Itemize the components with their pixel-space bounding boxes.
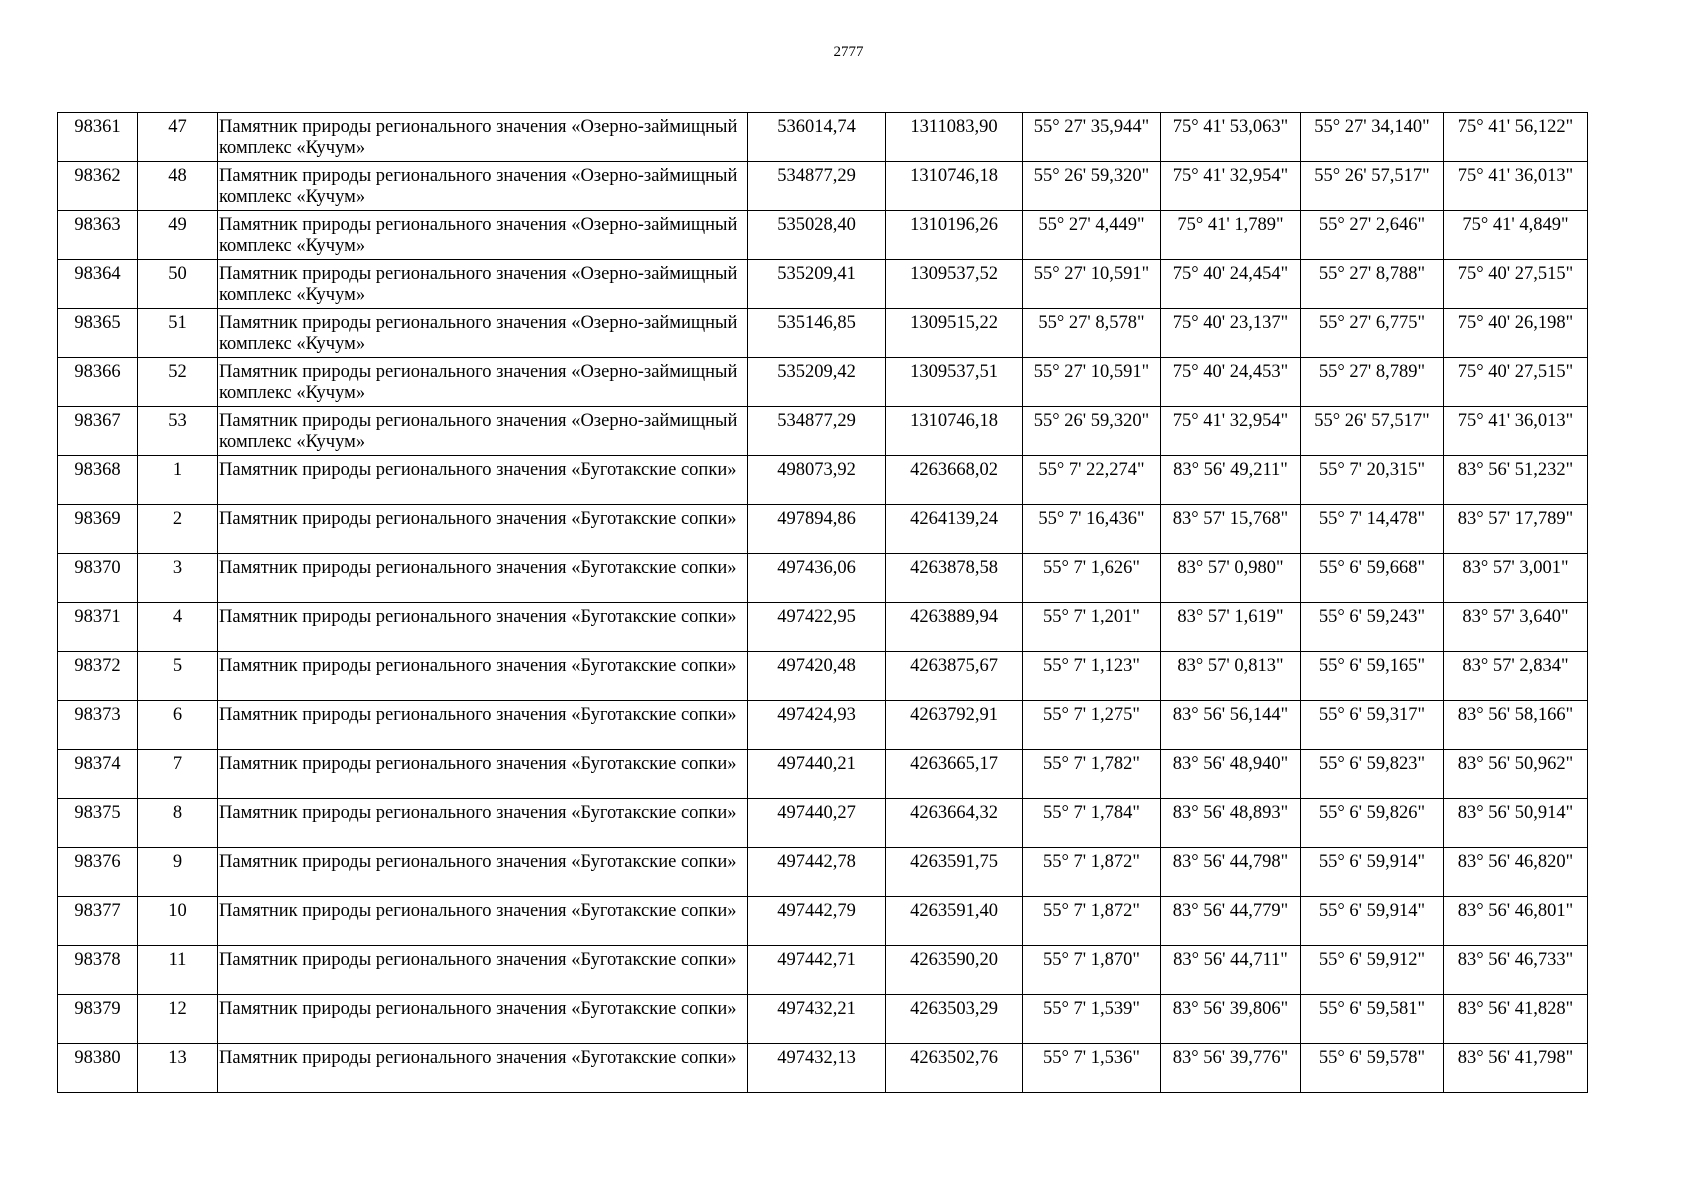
- latitude-alt-cell: 55° 6' 59,826": [1301, 799, 1444, 848]
- longitude-alt-cell: 83° 57' 17,789": [1444, 505, 1588, 554]
- page-number: 2777: [833, 44, 864, 60]
- x-coordinate-cell: 534877,29: [748, 407, 886, 456]
- latitude-cell: 55° 7' 1,626": [1023, 554, 1161, 603]
- longitude-cell: 75° 41' 1,789": [1161, 211, 1301, 260]
- latitude-alt-cell: 55° 6' 59,914": [1301, 897, 1444, 946]
- table-row: [58, 407, 1588, 456]
- table-row: [58, 309, 1588, 358]
- longitude-alt-cell: 83° 56' 46,733": [1444, 946, 1588, 995]
- latitude-cell: 55° 7' 1,872": [1023, 848, 1161, 897]
- point-number-cell: 1: [138, 456, 218, 505]
- latitude-cell: 55° 27' 4,449": [1023, 211, 1161, 260]
- longitude-cell: 75° 40' 24,454": [1161, 260, 1301, 309]
- x-coordinate-cell: 497442,79: [748, 897, 886, 946]
- x-coordinate-cell: 535209,42: [748, 358, 886, 407]
- longitude-alt-cell: 83° 56' 58,166": [1444, 701, 1588, 750]
- longitude-cell: 83° 57' 15,768": [1161, 505, 1301, 554]
- latitude-alt-cell: 55° 6' 59,165": [1301, 652, 1444, 701]
- y-coordinate-cell: 1310746,18: [886, 407, 1023, 456]
- x-coordinate-cell: 534877,29: [748, 162, 886, 211]
- longitude-alt-cell: 83° 56' 41,828": [1444, 995, 1588, 1044]
- longitude-cell: 83° 56' 44,798": [1161, 848, 1301, 897]
- latitude-cell: 55° 26' 59,320": [1023, 407, 1161, 456]
- latitude-alt-cell: 55° 6' 59,823": [1301, 750, 1444, 799]
- longitude-alt-cell: 75° 41' 4,849": [1444, 211, 1588, 260]
- point-number-cell: 10: [138, 897, 218, 946]
- latitude-alt-cell: 55° 27' 8,788": [1301, 260, 1444, 309]
- longitude-cell: 75° 40' 24,453": [1161, 358, 1301, 407]
- latitude-cell: 55° 7' 1,870": [1023, 946, 1161, 995]
- longitude-cell: 83° 56' 44,711": [1161, 946, 1301, 995]
- y-coordinate-cell: 4263591,40: [886, 897, 1023, 946]
- latitude-alt-cell: 55° 6' 59,668": [1301, 554, 1444, 603]
- y-coordinate-cell: 1309537,52: [886, 260, 1023, 309]
- table-row: [58, 113, 1588, 162]
- row-id-cell: 98372: [58, 652, 138, 701]
- y-coordinate-cell: 4264139,24: [886, 505, 1023, 554]
- row-id-cell: 98379: [58, 995, 138, 1044]
- row-id-cell: 98364: [58, 260, 138, 309]
- y-coordinate-cell: 1310196,26: [886, 211, 1023, 260]
- latitude-alt-cell: 55° 6' 59,581": [1301, 995, 1444, 1044]
- y-coordinate-cell: 1310746,18: [886, 162, 1023, 211]
- point-number-cell: 53: [138, 407, 218, 456]
- object-name-cell: Памятник природы регионального значения «Озерно-займищный комплекс «Кучум»: [218, 162, 748, 211]
- row-id-cell: 98362: [58, 162, 138, 211]
- table-row: [58, 1044, 1588, 1093]
- x-coordinate-cell: 535209,41: [748, 260, 886, 309]
- table-row: [58, 603, 1588, 652]
- object-name-cell: Памятник природы регионального значения «Буготакские сопки»: [218, 750, 748, 799]
- object-name-cell: Памятник природы регионального значения «Озерно-займищный комплекс «Кучум»: [218, 358, 748, 407]
- point-number-cell: 51: [138, 309, 218, 358]
- x-coordinate-cell: 497440,21: [748, 750, 886, 799]
- x-coordinate-cell: 535146,85: [748, 309, 886, 358]
- longitude-alt-cell: 75° 40' 26,198": [1444, 309, 1588, 358]
- object-name-cell: Памятник природы регионального значения «Озерно-займищный комплекс «Кучум»: [218, 309, 748, 358]
- row-id-cell: 98369: [58, 505, 138, 554]
- latitude-cell: 55° 7' 1,782": [1023, 750, 1161, 799]
- latitude-alt-cell: 55° 27' 2,646": [1301, 211, 1444, 260]
- x-coordinate-cell: 535028,40: [748, 211, 886, 260]
- point-number-cell: 8: [138, 799, 218, 848]
- object-name-cell: Памятник природы регионального значения «Буготакские сопки»: [218, 652, 748, 701]
- table-row: [58, 456, 1588, 505]
- x-coordinate-cell: 497432,21: [748, 995, 886, 1044]
- longitude-alt-cell: 83° 57' 3,640": [1444, 603, 1588, 652]
- longitude-alt-cell: 83° 56' 41,798": [1444, 1044, 1588, 1093]
- longitude-alt-cell: 75° 40' 27,515": [1444, 260, 1588, 309]
- y-coordinate-cell: 4263792,91: [886, 701, 1023, 750]
- longitude-alt-cell: 83° 56' 46,820": [1444, 848, 1588, 897]
- latitude-cell: 55° 7' 1,201": [1023, 603, 1161, 652]
- latitude-alt-cell: 55° 6' 59,912": [1301, 946, 1444, 995]
- x-coordinate-cell: 497442,78: [748, 848, 886, 897]
- latitude-cell: 55° 7' 1,872": [1023, 897, 1161, 946]
- x-coordinate-cell: 497420,48: [748, 652, 886, 701]
- longitude-cell: 75° 41' 53,063": [1161, 113, 1301, 162]
- object-name-cell: Памятник природы регионального значения «Буготакские сопки»: [218, 1044, 748, 1093]
- latitude-cell: 55° 27' 10,591": [1023, 260, 1161, 309]
- longitude-alt-cell: 75° 41' 56,122": [1444, 113, 1588, 162]
- longitude-cell: 83° 56' 39,776": [1161, 1044, 1301, 1093]
- y-coordinate-cell: 4263889,94: [886, 603, 1023, 652]
- x-coordinate-cell: 497422,95: [748, 603, 886, 652]
- y-coordinate-cell: 1309515,22: [886, 309, 1023, 358]
- x-coordinate-cell: 536014,74: [748, 113, 886, 162]
- point-number-cell: 7: [138, 750, 218, 799]
- row-id-cell: 98374: [58, 750, 138, 799]
- object-name-cell: Памятник природы регионального значения «Буготакские сопки»: [218, 701, 748, 750]
- point-number-cell: 52: [138, 358, 218, 407]
- row-id-cell: 98363: [58, 211, 138, 260]
- x-coordinate-cell: 497424,93: [748, 701, 886, 750]
- y-coordinate-cell: 1311083,90: [886, 113, 1023, 162]
- row-id-cell: 98376: [58, 848, 138, 897]
- latitude-alt-cell: 55° 26' 57,517": [1301, 407, 1444, 456]
- point-number-cell: 3: [138, 554, 218, 603]
- x-coordinate-cell: 497436,06: [748, 554, 886, 603]
- row-id-cell: 98368: [58, 456, 138, 505]
- y-coordinate-cell: 4263664,32: [886, 799, 1023, 848]
- table-row: [58, 652, 1588, 701]
- latitude-cell: 55° 27' 10,591": [1023, 358, 1161, 407]
- object-name-cell: Памятник природы регионального значения «Буготакские сопки»: [218, 603, 748, 652]
- row-id-cell: 98377: [58, 897, 138, 946]
- y-coordinate-cell: 1309537,51: [886, 358, 1023, 407]
- y-coordinate-cell: 4263665,17: [886, 750, 1023, 799]
- point-number-cell: 9: [138, 848, 218, 897]
- table-row: [58, 799, 1588, 848]
- y-coordinate-cell: 4263875,67: [886, 652, 1023, 701]
- longitude-alt-cell: 75° 41' 36,013": [1444, 162, 1588, 211]
- point-number-cell: 6: [138, 701, 218, 750]
- latitude-cell: 55° 27' 35,944": [1023, 113, 1161, 162]
- table-row: [58, 995, 1588, 1044]
- latitude-alt-cell: 55° 27' 34,140": [1301, 113, 1444, 162]
- object-name-cell: Памятник природы регионального значения «Буготакские сопки»: [218, 554, 748, 603]
- latitude-alt-cell: 55° 27' 6,775": [1301, 309, 1444, 358]
- object-name-cell: Памятник природы регионального значения «Буготакские сопки»: [218, 505, 748, 554]
- latitude-cell: 55° 26' 59,320": [1023, 162, 1161, 211]
- object-name-cell: Памятник природы регионального значения «Буготакские сопки»: [218, 897, 748, 946]
- latitude-cell: 55° 7' 1,784": [1023, 799, 1161, 848]
- y-coordinate-cell: 4263503,29: [886, 995, 1023, 1044]
- row-id-cell: 98365: [58, 309, 138, 358]
- row-id-cell: 98367: [58, 407, 138, 456]
- x-coordinate-cell: 497442,71: [748, 946, 886, 995]
- latitude-alt-cell: 55° 27' 8,789": [1301, 358, 1444, 407]
- latitude-cell: 55° 7' 1,123": [1023, 652, 1161, 701]
- longitude-alt-cell: 83° 56' 46,801": [1444, 897, 1588, 946]
- longitude-alt-cell: 83° 57' 3,001": [1444, 554, 1588, 603]
- latitude-alt-cell: 55° 6' 59,243": [1301, 603, 1444, 652]
- object-name-cell: Памятник природы регионального значения «Озерно-займищный комплекс «Кучум»: [218, 407, 748, 456]
- point-number-cell: 12: [138, 995, 218, 1044]
- latitude-alt-cell: 55° 6' 59,317": [1301, 701, 1444, 750]
- object-name-cell: Памятник природы регионального значения «Озерно-займищный комплекс «Кучум»: [218, 113, 748, 162]
- longitude-cell: 83° 56' 49,211": [1161, 456, 1301, 505]
- row-id-cell: 98361: [58, 113, 138, 162]
- coordinates-table: [57, 112, 1588, 1093]
- table-row: [58, 211, 1588, 260]
- point-number-cell: 4: [138, 603, 218, 652]
- table-row: [58, 554, 1588, 603]
- longitude-cell: 75° 41' 32,954": [1161, 162, 1301, 211]
- row-id-cell: 98378: [58, 946, 138, 995]
- row-id-cell: 98375: [58, 799, 138, 848]
- table-row: [58, 946, 1588, 995]
- row-id-cell: 98373: [58, 701, 138, 750]
- latitude-cell: 55° 7' 22,274": [1023, 456, 1161, 505]
- longitude-alt-cell: 83° 57' 2,834": [1444, 652, 1588, 701]
- row-id-cell: 98380: [58, 1044, 138, 1093]
- longitude-alt-cell: 75° 41' 36,013": [1444, 407, 1588, 456]
- y-coordinate-cell: 4263502,76: [886, 1044, 1023, 1093]
- point-number-cell: 48: [138, 162, 218, 211]
- object-name-cell: Памятник природы регионального значения «Озерно-займищный комплекс «Кучум»: [218, 211, 748, 260]
- latitude-cell: 55° 7' 1,275": [1023, 701, 1161, 750]
- table-row: [58, 358, 1588, 407]
- point-number-cell: 49: [138, 211, 218, 260]
- object-name-cell: Памятник природы регионального значения «Озерно-займищный комплекс «Кучум»: [218, 260, 748, 309]
- latitude-cell: 55° 7' 16,436": [1023, 505, 1161, 554]
- table-row: [58, 505, 1588, 554]
- point-number-cell: 2: [138, 505, 218, 554]
- x-coordinate-cell: 497432,13: [748, 1044, 886, 1093]
- point-number-cell: 47: [138, 113, 218, 162]
- x-coordinate-cell: 498073,92: [748, 456, 886, 505]
- point-number-cell: 13: [138, 1044, 218, 1093]
- y-coordinate-cell: 4263668,02: [886, 456, 1023, 505]
- table-row: [58, 701, 1588, 750]
- row-id-cell: 98370: [58, 554, 138, 603]
- y-coordinate-cell: 4263878,58: [886, 554, 1023, 603]
- longitude-cell: 83° 56' 39,806": [1161, 995, 1301, 1044]
- point-number-cell: 5: [138, 652, 218, 701]
- longitude-cell: 83° 57' 0,980": [1161, 554, 1301, 603]
- latitude-cell: 55° 27' 8,578": [1023, 309, 1161, 358]
- longitude-alt-cell: 83° 56' 51,232": [1444, 456, 1588, 505]
- x-coordinate-cell: 497440,27: [748, 799, 886, 848]
- longitude-cell: 83° 56' 44,779": [1161, 897, 1301, 946]
- x-coordinate-cell: 497894,86: [748, 505, 886, 554]
- longitude-cell: 83° 57' 0,813": [1161, 652, 1301, 701]
- longitude-alt-cell: 83° 56' 50,962": [1444, 750, 1588, 799]
- latitude-alt-cell: 55° 7' 14,478": [1301, 505, 1444, 554]
- object-name-cell: Памятник природы регионального значения «Буготакские сопки»: [218, 456, 748, 505]
- longitude-cell: 83° 56' 48,893": [1161, 799, 1301, 848]
- row-id-cell: 98366: [58, 358, 138, 407]
- table-row: [58, 750, 1588, 799]
- point-number-cell: 50: [138, 260, 218, 309]
- table-row: [58, 260, 1588, 309]
- table-row: [58, 848, 1588, 897]
- latitude-cell: 55° 7' 1,536": [1023, 1044, 1161, 1093]
- object-name-cell: Памятник природы регионального значения «Буготакские сопки»: [218, 799, 748, 848]
- row-id-cell: 98371: [58, 603, 138, 652]
- longitude-cell: 83° 56' 56,144": [1161, 701, 1301, 750]
- y-coordinate-cell: 4263590,20: [886, 946, 1023, 995]
- latitude-alt-cell: 55° 6' 59,914": [1301, 848, 1444, 897]
- y-coordinate-cell: 4263591,75: [886, 848, 1023, 897]
- latitude-cell: 55° 7' 1,539": [1023, 995, 1161, 1044]
- table-body: [58, 113, 1588, 1093]
- longitude-cell: 83° 56' 48,940": [1161, 750, 1301, 799]
- object-name-cell: Памятник природы регионального значения «Буготакские сопки»: [218, 946, 748, 995]
- latitude-alt-cell: 55° 26' 57,517": [1301, 162, 1444, 211]
- longitude-cell: 75° 41' 32,954": [1161, 407, 1301, 456]
- object-name-cell: Памятник природы регионального значения «Буготакские сопки»: [218, 995, 748, 1044]
- longitude-cell: 75° 40' 23,137": [1161, 309, 1301, 358]
- longitude-alt-cell: 75° 40' 27,515": [1444, 358, 1588, 407]
- longitude-cell: 83° 57' 1,619": [1161, 603, 1301, 652]
- latitude-alt-cell: 55° 6' 59,578": [1301, 1044, 1444, 1093]
- latitude-alt-cell: 55° 7' 20,315": [1301, 456, 1444, 505]
- object-name-cell: Памятник природы регионального значения «Буготакские сопки»: [218, 848, 748, 897]
- longitude-alt-cell: 83° 56' 50,914": [1444, 799, 1588, 848]
- table-row: [58, 897, 1588, 946]
- point-number-cell: 11: [138, 946, 218, 995]
- table-row: [58, 162, 1588, 211]
